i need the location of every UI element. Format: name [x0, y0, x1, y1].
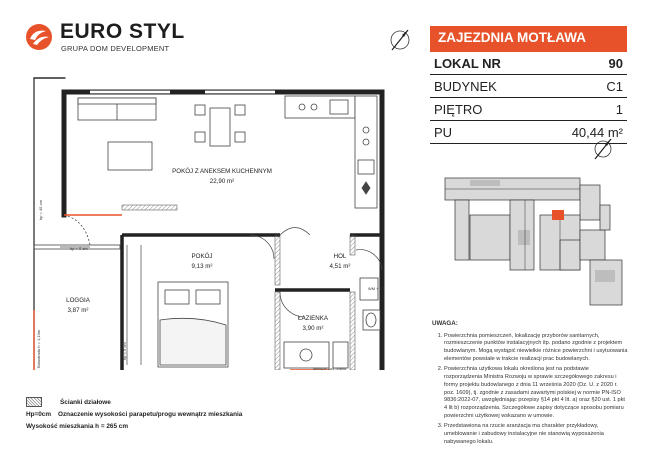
brand-name: EURO STYL — [60, 20, 185, 43]
balustrade-label: Balustrada h = 1,10m — [36, 329, 41, 368]
note-item: 3. Przedstawiona na rzucie aranżacja ma charakter przykładowy, umeblowanie i zabudowy instalacyjne nie stanowią wyposażenia nabywanego lokalu. — [444, 423, 628, 446]
legend-text: Ścianki działowe — [60, 398, 111, 406]
unit-number-key: LOKAL NR — [434, 55, 501, 71]
loggia-name: LOGGIA — [66, 297, 90, 304]
floor-row — [430, 98, 627, 121]
bedroom-name: POKÓJ — [191, 253, 213, 260]
notes-heading: UWAGA: — [432, 320, 458, 327]
washer-label: Miejsce pod pralkę — [313, 366, 347, 370]
bedroom-area: 9,13 m² — [191, 263, 213, 270]
note-item: 1. Powierzchnia pomieszczeń, lokalizację przyborów sanitarnych, rozmieszczenie punktów instalacyjnych itp. podano zgodnie z projektem budowlanym. Mogą wystąpić niewielkie różnice powierzchni i usytuowania elementów powstałe w trakcie realizacji prac budowlanych. — [444, 333, 628, 364]
living-room-area: 22,90 m² — [209, 178, 235, 185]
notes-section — [432, 320, 628, 450]
legend-row — [26, 396, 242, 408]
area-key: PU — [434, 124, 453, 140]
partition-wall-swatch — [26, 397, 42, 407]
floor-key: PIĘTRO — [434, 101, 483, 117]
building-row — [430, 75, 627, 98]
floor-plan — [30, 70, 425, 370]
building-key: BUDYNEK — [434, 78, 497, 94]
sill-label-45: hp = 45 cm — [38, 200, 43, 220]
building-value: C1 — [606, 78, 623, 94]
unit-location-marker — [552, 210, 564, 220]
site-plan — [440, 170, 630, 318]
hall-name: HOL — [333, 253, 347, 260]
unit-number-row — [430, 52, 627, 75]
bathroom-name: ŁAZIENKA — [298, 315, 328, 322]
compass-icon — [386, 26, 414, 54]
brand-logo — [24, 18, 194, 58]
sill-label-0: hp = 0 cm — [70, 246, 88, 251]
hall-area: 4,51 m² — [329, 263, 351, 270]
legend-text: Oznaczenie wysokości parapetu/progu wewnątrz mieszkania — [58, 410, 243, 418]
project-title: ZAJEZDNIA MOTŁAWA — [430, 26, 627, 52]
legend-text: Wysokość mieszkania h = 265 cm — [26, 422, 129, 430]
loggia-area: 3,87 m² — [67, 307, 89, 314]
sill-label-9: hp = 9 cm — [122, 342, 127, 360]
note-item: 2. Powierzchnia użytkowa lokalu określona jest na podstawie rozporządzenia Ministra Rozwoju w sprawie szczegółowego zakresu i formy projektu budowlanego z dnia 11 września 2020 (Dz. U. z 2020 r. poz. 1609), tj. zgodnie z zasadami zawartymi polskiej w normie PN-ISO 9836:2022-07, uwzględniając przepisy §14 pkt 4 lit. a) oraz §20 ust. 1 pkt 4 lit b) rozporządzenia. Szczegółowe zapisy dotyczące sposobu pomiaru powierzchni użytkowej wskazano w umowie. — [444, 366, 628, 420]
bathroom-area: 3,90 m² — [302, 325, 324, 332]
wm-label: WM + TT — [368, 286, 385, 291]
area-row — [430, 121, 627, 144]
area-value: 40,44 m² — [571, 124, 623, 140]
brand-tagline: GRUPA DOM DEVELOPMENT — [61, 44, 170, 53]
floor-value: 1 — [615, 101, 623, 117]
legend — [26, 396, 242, 432]
legend-row — [26, 408, 242, 420]
living-room-name: POKÓJ Z ANEKSEM KUCHENNYM — [172, 168, 272, 175]
unit-info-panel — [430, 26, 627, 144]
unit-number-value: 90 — [608, 55, 623, 71]
brand-logo-icon — [24, 22, 54, 52]
legend-row — [26, 420, 242, 432]
legend-key: Hp=0cm — [26, 410, 52, 418]
